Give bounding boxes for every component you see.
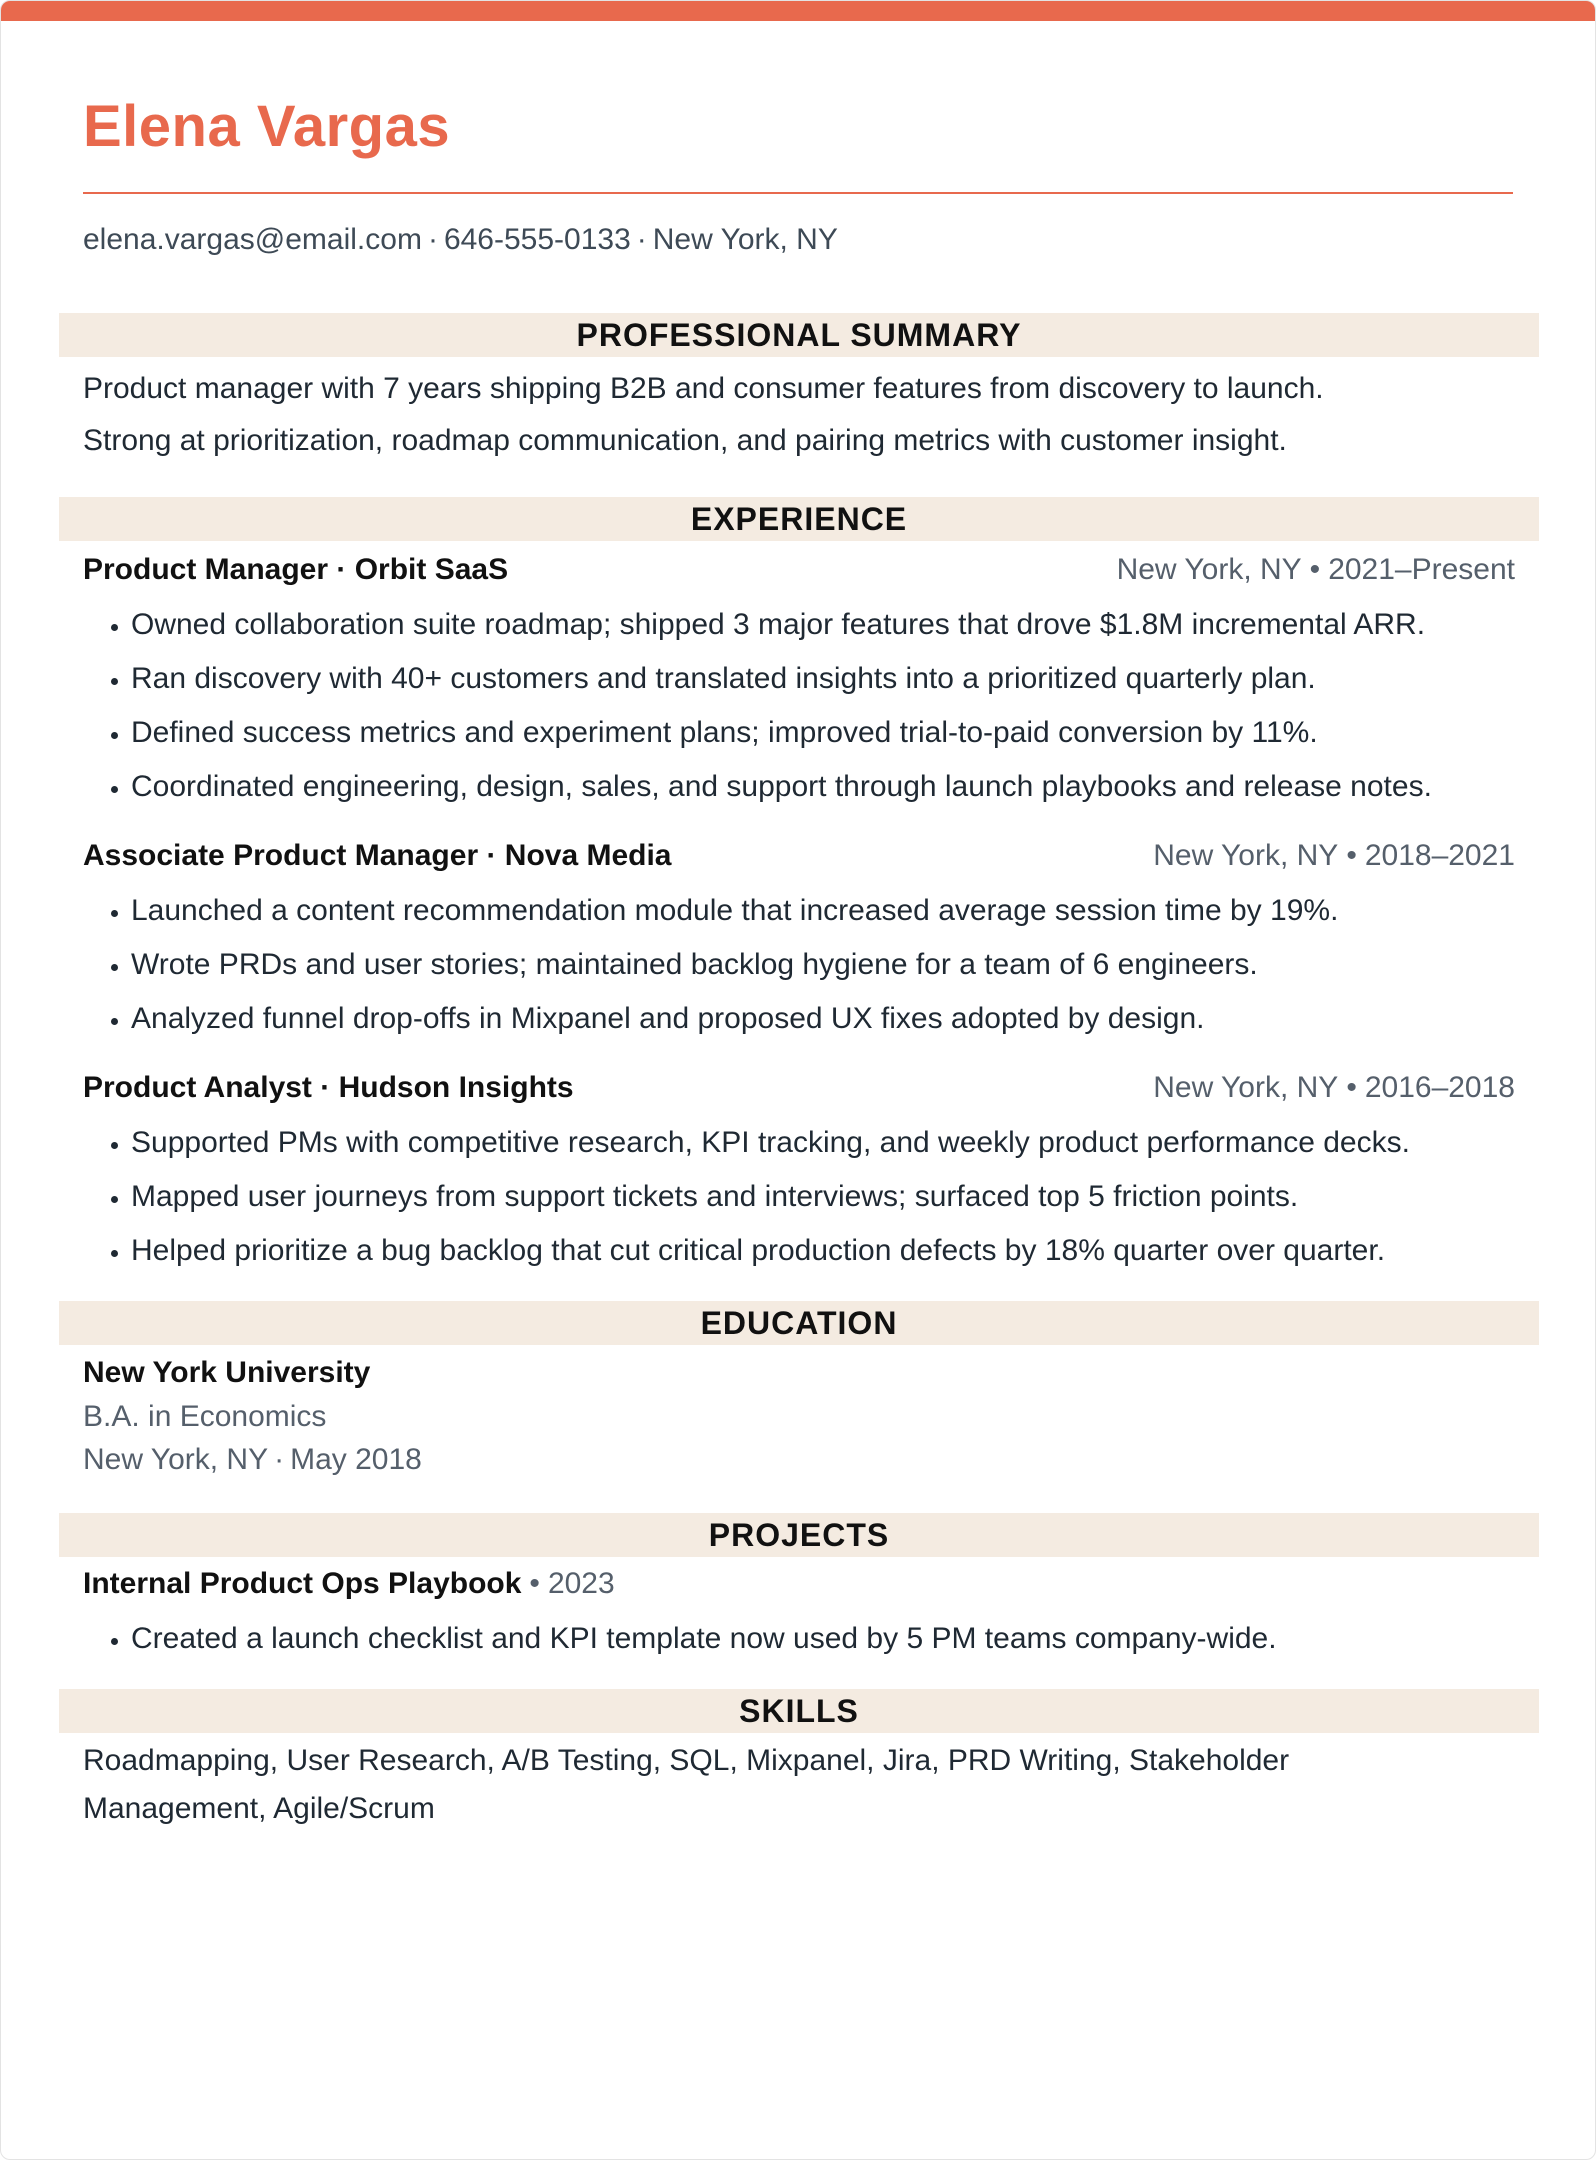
contact-separator: · — [427, 223, 438, 256]
resume-content — [59, 313, 1539, 1833]
contact-email: elena.vargas@email.com — [83, 223, 422, 256]
section-header-skills: SKILLS — [59, 1689, 1539, 1733]
job-bullets — [59, 887, 1539, 1043]
bullet-item: • Helped prioritize a bug backlog that cut critical production defects by 18% quarter over quarter. — [131, 1227, 1515, 1275]
job-title: Associate Product Manager · Nova Media — [83, 839, 672, 872]
education-separator: · — [274, 1443, 285, 1476]
section-header-summary: PROFESSIONAL SUMMARY — [59, 313, 1539, 357]
bullet-item: • Analyzed funnel drop-offs in Mixpanel and proposed UX fixes adopted by design. — [131, 995, 1515, 1043]
bullet-item: • Mapped user journeys from support tickets and interviews; surfaced top 5 friction points. — [131, 1173, 1515, 1221]
job-dates: 2021–Present — [1328, 553, 1515, 586]
job-meta — [1153, 1063, 1515, 1113]
job-bullets — [59, 1119, 1539, 1275]
bullet-item: • Created a launch checklist and KPI template now used by 5 PM teams company-wide. — [131, 1615, 1515, 1663]
education-degree: B.A. in Economics — [83, 1400, 327, 1433]
skills-line: Roadmapping, User Research, A/B Testing, SQL, Mixpanel, Jira, PRD Writing, Stakeholder — [83, 1744, 1290, 1777]
job-location: New York, NY — [1116, 553, 1302, 586]
job-location: New York, NY — [1153, 1071, 1339, 1104]
job-location: New York, NY — [1153, 839, 1339, 872]
education-school: New York University — [83, 1356, 371, 1389]
skills-line: Management, Agile/Scrum — [83, 1792, 435, 1825]
contact-phone: 646-555-0133 — [443, 223, 631, 256]
bullet-dot: • — [1309, 553, 1321, 586]
job-title: Product Manager · Orbit SaaS — [83, 553, 509, 586]
bullet-item: • Launched a content recommendation module that increased average session time by 19%. — [131, 887, 1515, 935]
bullet-dot: • — [1346, 839, 1357, 872]
job-dates: 2016–2018 — [1364, 1071, 1515, 1104]
experience-entry — [59, 545, 1539, 811]
job-header — [59, 831, 1539, 881]
experience-entry — [59, 1063, 1539, 1275]
contact-line — [83, 223, 838, 257]
job-meta — [1153, 831, 1515, 881]
education-date: May 2018 — [290, 1443, 422, 1476]
section-header-projects: PROJECTS — [59, 1513, 1539, 1557]
project-header — [59, 1559, 1539, 1609]
job-dates: 2018–2021 — [1364, 839, 1515, 872]
bullet-dot: • — [529, 1567, 540, 1600]
job-title: Product Analyst · Hudson Insights — [83, 1071, 574, 1104]
candidate-name: Elena Vargas — [83, 94, 451, 159]
summary-text — [59, 363, 1539, 467]
project-title: Internal Product Ops Playbook — [83, 1567, 522, 1600]
experience-entry — [59, 831, 1539, 1043]
education-location-date — [59, 1438, 1539, 1481]
bullet-dot: • — [1346, 1071, 1357, 1104]
section-header-experience: EXPERIENCE — [59, 497, 1539, 541]
accent-top-bar — [1, 1, 1595, 21]
contact-separator: · — [636, 223, 647, 256]
name-divider — [83, 192, 1513, 194]
skills-text — [59, 1737, 1539, 1833]
bullet-item: • Owned collaboration suite roadmap; shipped 3 major features that drove $1.8M incremental ARR. — [131, 601, 1515, 649]
project-year: 2023 — [547, 1567, 615, 1600]
bullet-item: • Defined success metrics and experiment plans; improved trial-to-paid conversion by 11%. — [131, 709, 1515, 757]
contact-location: New York, NY — [652, 223, 838, 256]
section-header-education: EDUCATION — [59, 1301, 1539, 1345]
job-meta — [1117, 545, 1515, 595]
bullet-item: • Supported PMs with competitive research, KPI tracking, and weekly product performance decks. — [131, 1119, 1515, 1167]
education-location: New York, NY — [83, 1443, 269, 1476]
project-bullets — [59, 1615, 1539, 1663]
bullet-item: • Coordinated engineering, design, sales, and support through launch playbooks and release notes. — [131, 763, 1515, 811]
bullet-item: • Ran discovery with 40+ customers and translated insights into a prioritized quarterly plan. — [131, 655, 1515, 703]
summary-line: Strong at prioritization, roadmap communication, and pairing metrics with customer insight. — [83, 424, 1287, 457]
job-header — [59, 1063, 1539, 1113]
job-header — [59, 545, 1539, 595]
job-bullets — [59, 601, 1539, 811]
bullet-item: • Wrote PRDs and user stories; maintained backlog hygiene for a team of 6 engineers. — [131, 941, 1515, 989]
summary-line: Product manager with 7 years shipping B2B and consumer features from discovery to launch. — [83, 372, 1324, 405]
